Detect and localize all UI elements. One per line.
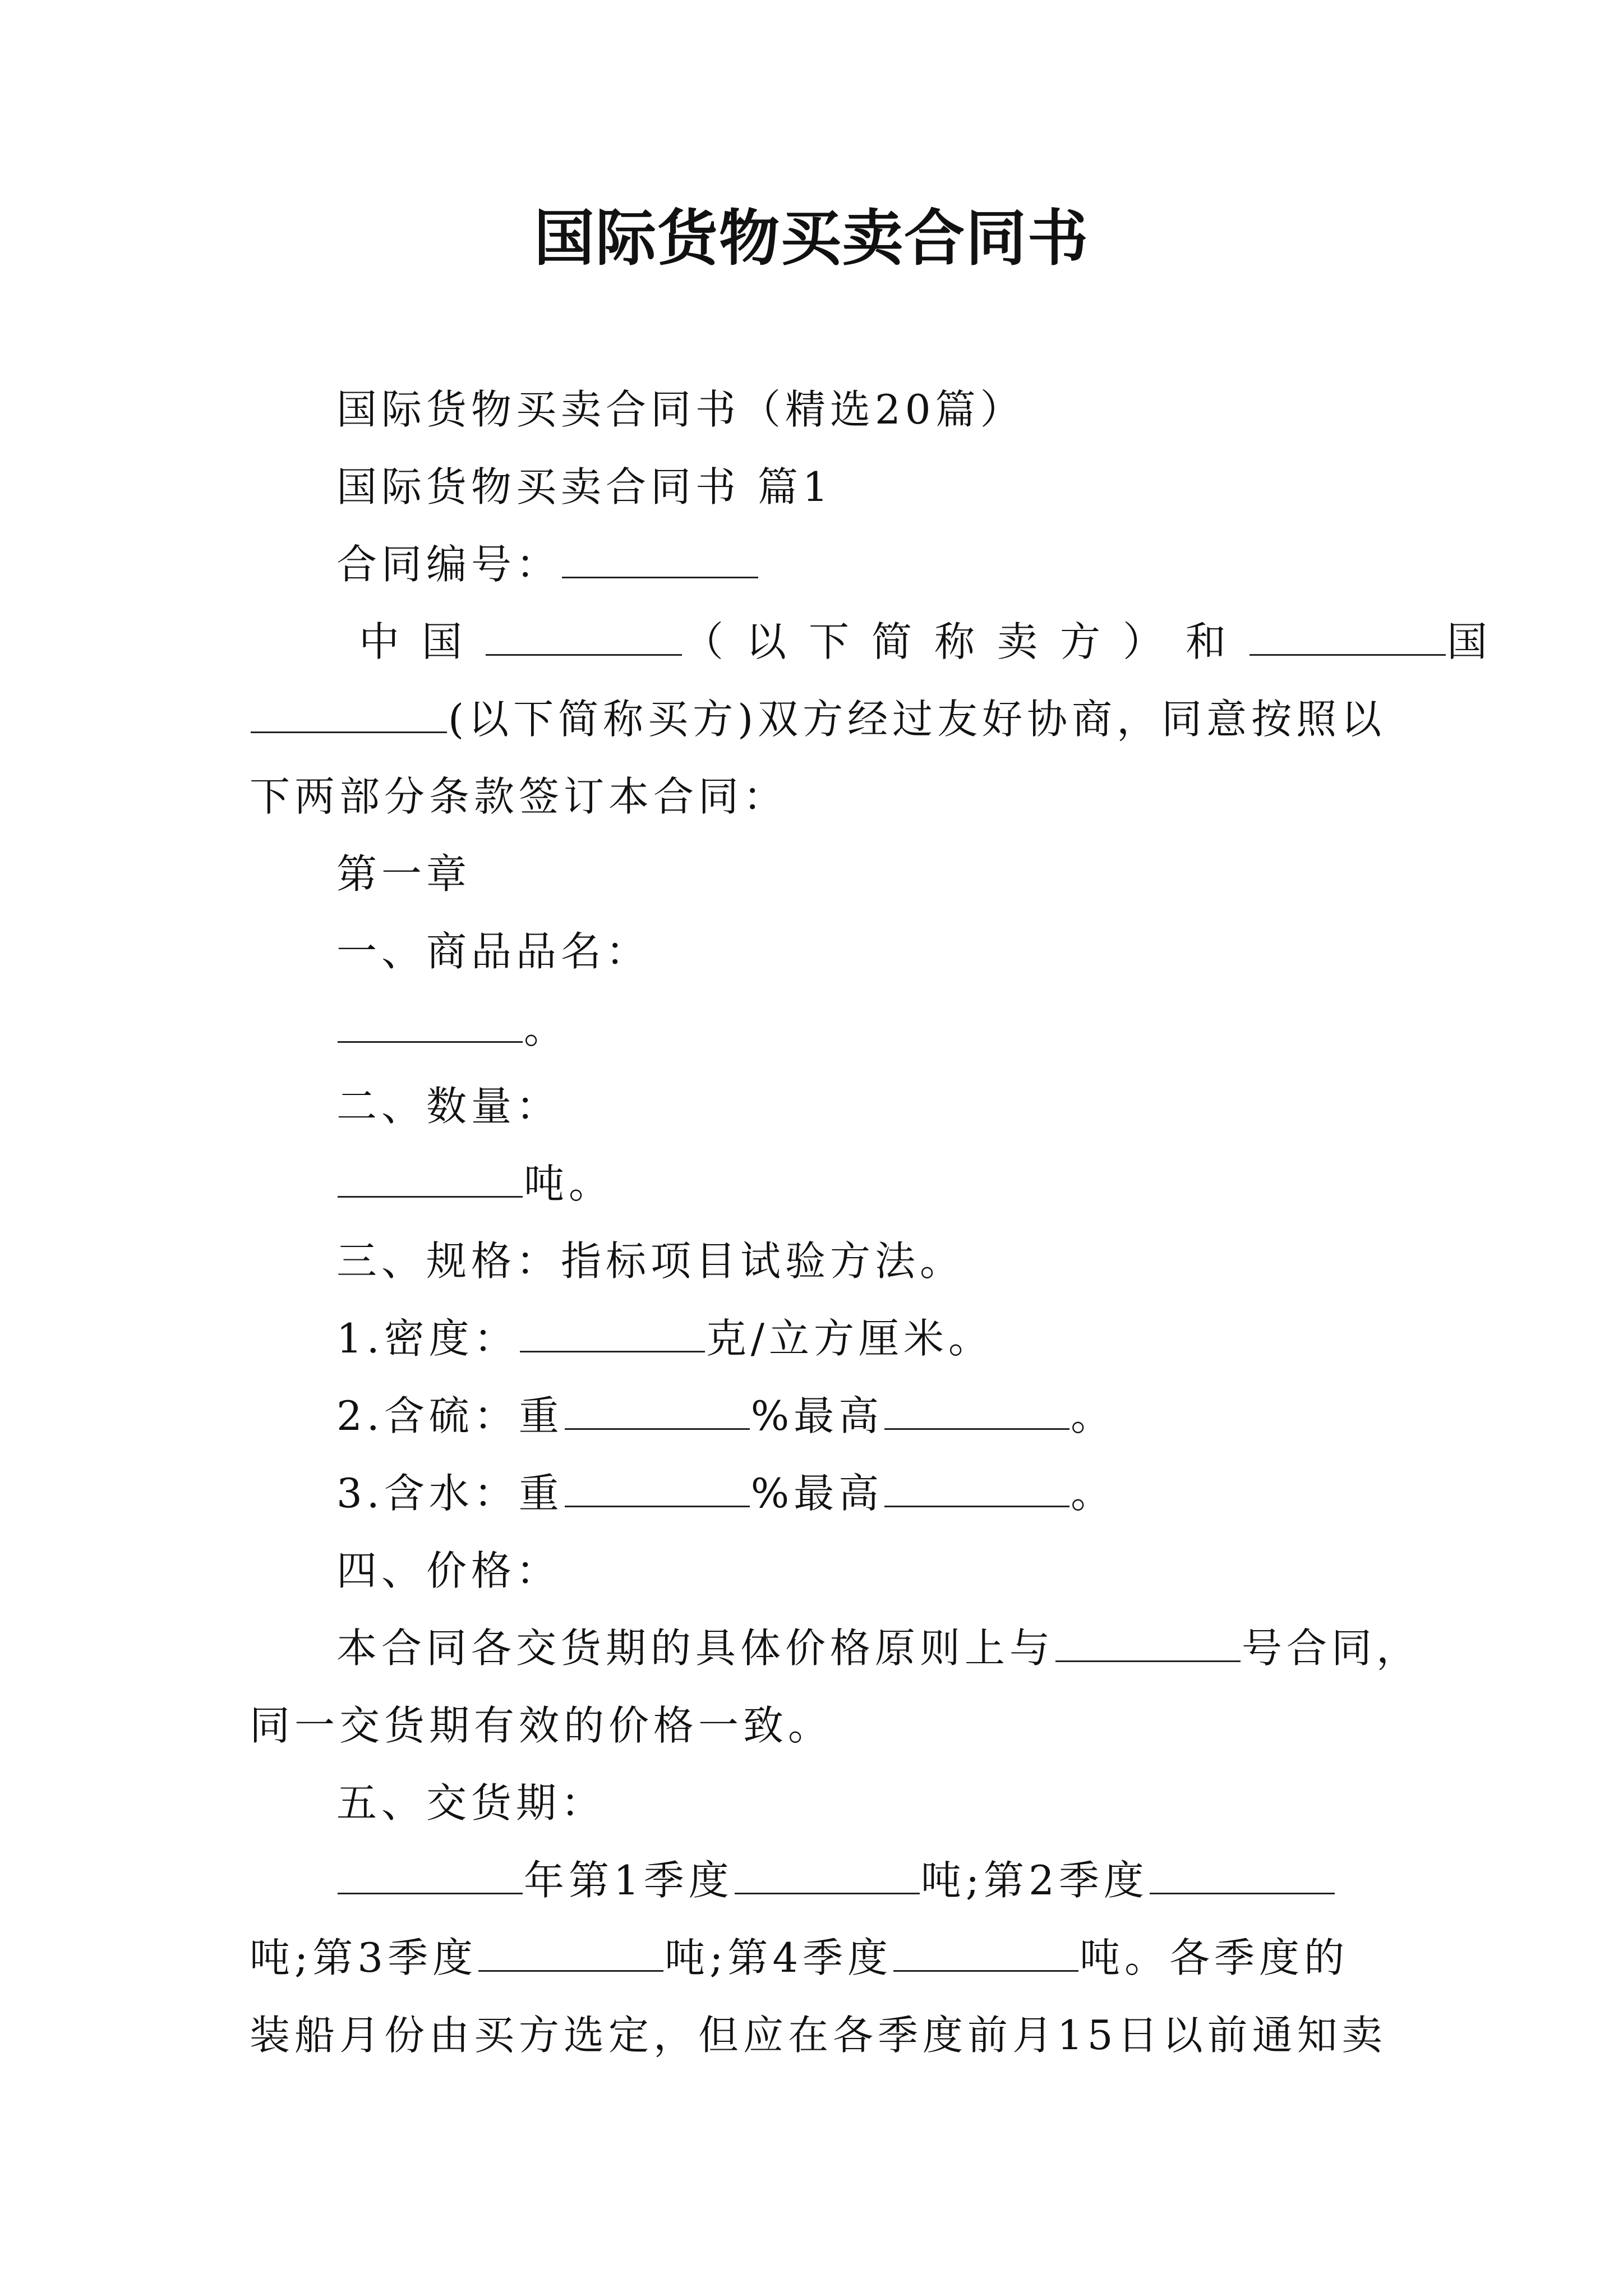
product-name-line [336,1001,569,1057]
delivery-line-3: 装船月份由买方选定，但应在各季度前月15日以前通知卖 [250,2012,1387,2059]
product-name-end: 。 [524,1005,569,1052]
water-line [336,1465,1115,1521]
country-label: 国 [1447,618,1510,665]
section-2-heading: 二、数量： [336,1083,561,1130]
piece-heading: 国际货物买卖合同书 篇1 [336,463,833,510]
china-label: 中国 [359,618,485,665]
q3-tons-blank[interactable] [478,1936,663,1972]
subtitle: 国际货物买卖合同书（精选20篇） [336,386,1025,433]
product-name-blank[interactable] [338,1007,523,1043]
water-label: 3.含水：重 [336,1470,564,1517]
contract-number-blank[interactable] [562,543,758,578]
seller-name-blank[interactable] [486,620,682,656]
sulfur-line [336,1388,1115,1444]
q4-tons-blank[interactable] [893,1936,1078,1972]
section-3-heading: 三、规格：指标项目试验方法。 [336,1237,965,1285]
sulfur-label: 2.含硫：重 [336,1392,564,1439]
delivery-year-blank[interactable] [338,1859,523,1894]
sulfur-mid: %最高 [750,1392,884,1439]
delivery-t2: 吨;第3季度 [250,1934,478,1981]
quantity-blank[interactable] [338,1162,523,1198]
buyer-name-blank[interactable] [251,698,447,733]
parties-line-2 [250,691,1386,747]
contract-number-label: 合同编号： [336,541,561,588]
quantity-line [336,1156,614,1212]
delivery-t1: 吨;第2季度 [920,1857,1149,1904]
water-blank-2[interactable] [884,1472,1069,1507]
chapter-heading: 第一章 [336,850,472,898]
delivery-t4: 吨。各季度的 [1080,1934,1349,1981]
contract-number-line [336,536,759,592]
buyer-country-blank[interactable] [1249,620,1446,656]
price-line-2: 同一交货期有效的价格一致。 [250,1702,833,1749]
delivery-year: 年第1季度 [524,1857,734,1904]
delivery-t3: 吨;第4季度 [665,1934,893,1981]
price-text-2: 号合同， [1242,1625,1422,1672]
q1-tons-blank[interactable] [735,1859,920,1894]
document-title: 国际货物买卖合同书 [533,203,1089,274]
buyer-text: (以下简称买方)双方经过友好协商，同意按照以 [448,696,1386,743]
price-text-1: 本合同各交货期的具体价格原则上与 [336,1625,1055,1672]
density-unit: 克/立方厘米。 [706,1315,993,1362]
sulfur-blank-2[interactable] [884,1395,1069,1430]
price-contract-blank[interactable] [1055,1627,1241,1662]
seller-text: （以下简称卖方）和 [683,618,1249,665]
section-5-heading: 五、交货期： [336,1779,606,1826]
price-line-1 [336,1620,1421,1676]
delivery-line-2 [250,1930,1349,1986]
delivery-line-1 [336,1852,1336,1908]
parties-line-1 [359,614,1510,670]
water-mid: %最高 [750,1470,884,1517]
section-1-heading: 一、商品品名： [336,928,651,975]
quantity-unit: 吨。 [524,1160,614,1207]
density-label: 1.密度： [336,1315,519,1362]
density-line [336,1310,993,1366]
density-blank[interactable] [520,1317,705,1352]
water-blank-1[interactable] [565,1472,750,1507]
sulfur-blank-1[interactable] [565,1395,750,1430]
q2-tons-blank[interactable] [1150,1859,1335,1894]
parties-line-3: 下两部分条款签订本合同： [250,773,789,820]
section-4-heading: 四、价格： [336,1547,561,1594]
sulfur-end: 。 [1071,1392,1116,1439]
water-end: 。 [1071,1470,1116,1517]
